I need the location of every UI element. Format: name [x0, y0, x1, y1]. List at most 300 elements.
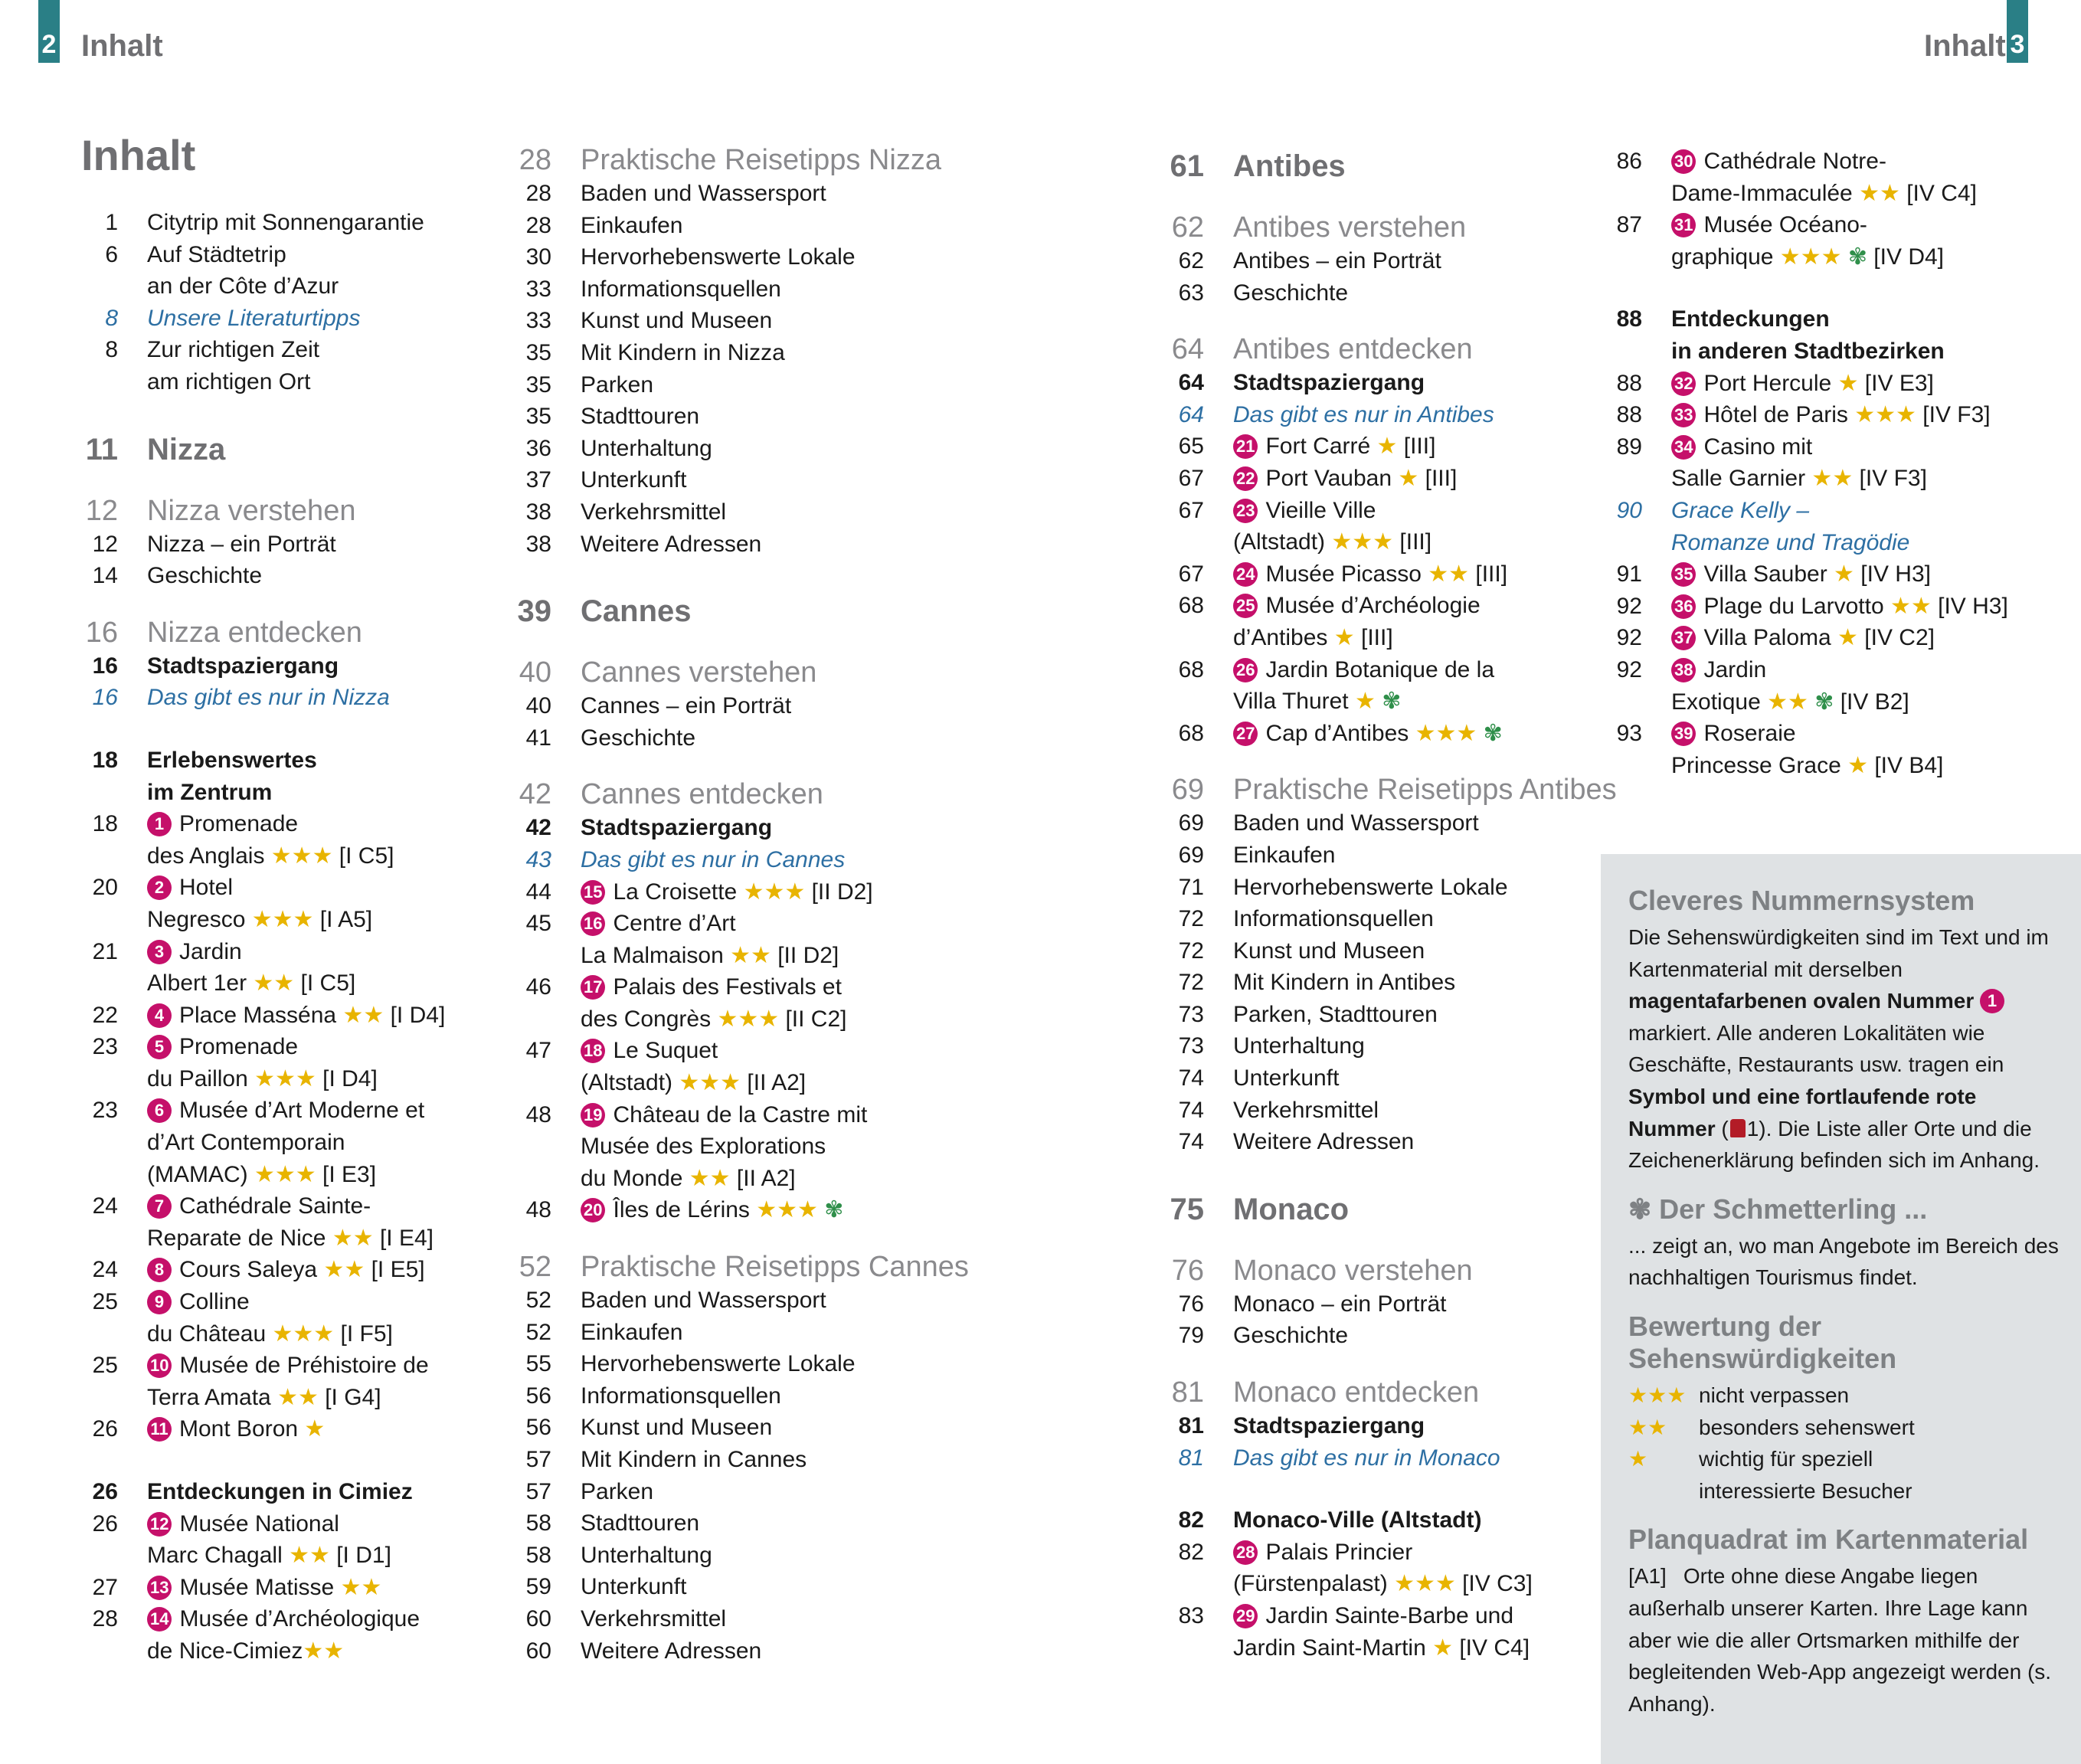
- page-number: 26: [92, 1479, 118, 1504]
- entry-text: [1671, 527, 2073, 559]
- toc-entry: [1164, 999, 1593, 1031]
- entry-title: Einkaufen: [581, 212, 683, 238]
- entry-text: [1233, 495, 1593, 527]
- page-number: [81, 1159, 147, 1191]
- entry-text: [1233, 146, 1593, 187]
- entry-title: Mont Boron: [179, 1416, 305, 1442]
- entry-text: [147, 1476, 449, 1508]
- chapter-heading: [515, 591, 913, 632]
- rating-stars: ★★: [1628, 1415, 1667, 1439]
- page-number: 89: [1616, 434, 1642, 460]
- section-heading: [1164, 332, 1593, 367]
- entry-text: [581, 1348, 913, 1380]
- map-grid-ref: [I F5]: [334, 1321, 393, 1347]
- entry-title: Erlebenswertes: [147, 747, 317, 773]
- rating-stars: ★★★: [251, 906, 314, 932]
- entry-title: des Anglais: [147, 843, 271, 869]
- toc-column-3: [1164, 146, 1617, 1664]
- page-number: 57: [525, 1478, 551, 1504]
- entry-text: [581, 1540, 913, 1572]
- map-grid-ref: [IV D4]: [1867, 244, 1945, 270]
- feature-entry: [1164, 1442, 1593, 1474]
- entry-title: Cannes entdecken: [581, 778, 823, 811]
- left-page-number: 2: [41, 30, 57, 59]
- section-heading: [81, 493, 449, 529]
- page-number: 81: [1171, 1376, 1204, 1409]
- butterfly-icon: ✾: [1375, 689, 1402, 715]
- info-numbering-text: [1628, 921, 2063, 1177]
- entry-text: [147, 615, 449, 650]
- entry-text: [1233, 935, 1593, 967]
- toc-entry: [515, 1067, 913, 1099]
- page-number: 63: [1178, 280, 1204, 306]
- toc-entry: [1164, 935, 1593, 967]
- entry-text: [581, 1317, 913, 1349]
- entry-title: Das gibt es nur in Nizza: [147, 685, 390, 711]
- entry-text: [147, 303, 449, 335]
- entry-title: des Congrès: [581, 1006, 718, 1032]
- entry-title: Jardin: [179, 938, 242, 964]
- entry-title: Stadtspaziergang: [147, 653, 339, 679]
- sight-number-badge: 20: [581, 1198, 605, 1222]
- red-shop-icon: [1730, 1119, 1746, 1137]
- entry-title: Hervorhebenswerte Lokale: [581, 1351, 856, 1377]
- toc-entry: [1164, 590, 1593, 622]
- entry-title: (MAMAC): [147, 1161, 254, 1187]
- rating-stars: ★★: [332, 1225, 374, 1251]
- right-header-title: Inhalt: [1924, 29, 2006, 63]
- toc-entry: [81, 1382, 449, 1414]
- page-number: [515, 1003, 581, 1036]
- page-number: 60: [525, 1638, 551, 1664]
- entry-text: [1233, 1253, 1593, 1288]
- entry-text: [581, 1194, 913, 1226]
- entry-text: [1233, 1537, 1593, 1569]
- map-grid-ref: [IV C4]: [1453, 1635, 1530, 1661]
- entry-title: Palais des Festivals et: [613, 974, 842, 1000]
- entry-text: [1233, 807, 1593, 839]
- entry-title: Nizza verstehen: [147, 494, 356, 527]
- toc-entry: [515, 464, 913, 496]
- entry-text: [147, 1095, 449, 1127]
- entry-title: Geschichte: [1233, 1323, 1349, 1349]
- entry-title: Marc Chagall: [147, 1543, 290, 1569]
- entry-text: [1233, 654, 1593, 686]
- entry-text: [581, 305, 913, 337]
- entry-title: du Monde: [581, 1165, 689, 1191]
- toc-entry: [515, 1285, 913, 1317]
- toc-entry: [81, 1508, 449, 1540]
- entry-text: [1233, 1632, 1593, 1664]
- page-number: 25: [92, 1289, 118, 1315]
- entry-title: Mit Kindern in Cannes: [581, 1447, 807, 1472]
- page-number: 35: [525, 339, 551, 365]
- rating-stars: ★★★: [1394, 1571, 1456, 1597]
- toc-entry: [81, 1572, 449, 1604]
- toc-entry: [515, 1348, 913, 1380]
- toc-entry: [81, 1127, 449, 1159]
- entry-text: [1671, 368, 2073, 400]
- entry-text: [147, 1222, 449, 1255]
- rating-legend: [1628, 1379, 2063, 1507]
- toc-entry: [515, 305, 913, 337]
- entry-text: [581, 1412, 913, 1444]
- entry-title: Musée National: [179, 1510, 339, 1537]
- page-number: 86: [1616, 149, 1642, 174]
- entry-title: Unsere Literaturtipps: [147, 305, 361, 331]
- toc-entry: [81, 840, 449, 872]
- entry-text: [147, 366, 449, 398]
- entry-text: [1233, 367, 1593, 399]
- entry-text: [581, 591, 913, 632]
- entry-text: [1671, 463, 2073, 495]
- entry-title: Princesse Grace: [1671, 752, 1848, 778]
- entry-title: Informationsquellen: [581, 1383, 781, 1409]
- entry-title: Monaco: [1233, 1192, 1350, 1226]
- entry-text: [581, 940, 913, 972]
- entry-title: Geschichte: [147, 563, 263, 589]
- entry-text: [1233, 1504, 1593, 1537]
- map-grid-ref: [I D4]: [316, 1065, 378, 1091]
- entry-title: Parken: [581, 371, 654, 398]
- page-number: [1164, 1632, 1233, 1664]
- toc-entry: [1164, 495, 1593, 527]
- left-header-title: Inhalt: [81, 29, 163, 63]
- toc-entry: [81, 1318, 449, 1350]
- page-number: 91: [1616, 561, 1642, 587]
- page-number: [1605, 241, 1671, 273]
- rating-stars: ★★★: [743, 879, 806, 905]
- entry-title: Cathédrale Notre-: [1703, 149, 1886, 174]
- entry-title: Stadttouren: [581, 404, 700, 430]
- entry-title: Reparate de Nice: [147, 1225, 332, 1251]
- toc-entry: [1605, 303, 2073, 335]
- sight-number-badge: 3: [147, 940, 172, 964]
- page-number: [1164, 686, 1233, 718]
- entry-text: [1233, 1030, 1593, 1062]
- page-number: 48: [525, 1197, 551, 1223]
- entry-text: [581, 241, 913, 273]
- info-text-part: markiert. Alle anderen Lokalitäten wie Geschäfte, Restaurants usw. tragen ein: [1628, 1020, 2004, 1077]
- feature-entry: [1164, 399, 1593, 431]
- toc-entry: [515, 210, 913, 242]
- page-number: [1605, 527, 1671, 559]
- entry-text: [147, 1159, 449, 1191]
- toc-entry: [81, 239, 449, 271]
- entry-title: Unterkunft: [581, 467, 687, 493]
- toc-entry: [515, 1317, 913, 1349]
- rating-legend-row: [1628, 1475, 2063, 1507]
- entry-title: Jardin Botanique de la: [1265, 656, 1495, 682]
- entry-text: [147, 429, 449, 470]
- entry-text: [147, 936, 449, 968]
- toc-entry: [515, 908, 913, 940]
- page-number: 88: [1616, 402, 1642, 428]
- entry-text: [581, 1603, 913, 1635]
- feature-entry: [515, 844, 913, 876]
- sight-number-badge: 36: [1671, 594, 1696, 619]
- page-number: 30: [525, 244, 551, 270]
- rating-stars: ★: [1376, 434, 1398, 460]
- toc-entry: [515, 1131, 913, 1163]
- entry-title: Das gibt es nur in Cannes: [581, 846, 846, 872]
- info-text-bold: Symbol und eine fortlaufende rote Nummer: [1628, 1084, 1977, 1141]
- toc-entry: [81, 1063, 449, 1095]
- toc-entry: [1164, 1320, 1593, 1352]
- entry-title: Cap d’Antibes: [1265, 720, 1415, 746]
- toc-entry: [1605, 686, 2073, 718]
- page-number: 62: [1178, 248, 1204, 273]
- entry-text: [1233, 686, 1593, 718]
- entry-text: [1233, 430, 1593, 463]
- toc-entry: [81, 529, 449, 561]
- entry-text: [147, 560, 449, 592]
- entry-title: de Nice-Cimiez: [147, 1638, 303, 1664]
- entry-text: [147, 1350, 449, 1382]
- entry-text: [581, 777, 913, 812]
- page-number: 38: [525, 531, 551, 557]
- sight-number-badge: 34: [1671, 435, 1696, 460]
- page-number: 22: [92, 1002, 118, 1028]
- entry-text: [147, 1190, 449, 1222]
- rating-meaning: besonders sehenswert: [1699, 1415, 1915, 1439]
- entry-text: [581, 844, 913, 876]
- entry-title: Jardin: [1703, 656, 1767, 682]
- entry-text: [1671, 558, 2073, 591]
- map-grid-ref: [IV B2]: [1834, 689, 1909, 715]
- info-heading-grid: Planquadrat im Kartenmaterial: [1628, 1523, 2029, 1556]
- toc-entry: [515, 496, 913, 529]
- toc-entry: [81, 1286, 449, 1318]
- entry-text: [147, 207, 449, 239]
- page-number: [1605, 463, 1671, 495]
- toc-entry: [1164, 967, 1593, 999]
- page-number: 65: [1178, 434, 1204, 460]
- page-number: 88: [1616, 306, 1642, 332]
- entry-text: [1233, 903, 1593, 935]
- toc-entry: [1164, 1632, 1593, 1664]
- page-number: 28: [519, 144, 551, 176]
- page-number: 56: [525, 1415, 551, 1441]
- toc-entry: [1164, 1410, 1593, 1442]
- page-number: 16: [85, 616, 118, 649]
- entry-title: Zur richtigen Zeit: [147, 337, 320, 363]
- entry-text: [1233, 999, 1593, 1031]
- sight-number-badge: 8: [147, 1258, 172, 1282]
- info-heading-line: Sehenswürdigkeiten: [1628, 1342, 1897, 1374]
- page-number: [81, 967, 147, 1000]
- entry-title: La Croisette: [613, 879, 744, 905]
- entry-text: [1233, 772, 1617, 807]
- entry-title: Romanze und Tragödie: [1671, 529, 1910, 555]
- entry-text: [1671, 241, 2073, 273]
- sight-number-badge: 15: [581, 880, 605, 905]
- toc-entry: [81, 1190, 449, 1222]
- entry-text: [147, 904, 449, 936]
- toc-entry: [81, 1159, 449, 1191]
- entry-text: [1671, 146, 2073, 178]
- entry-text: [581, 496, 913, 529]
- info-text-part: Die Sehenswürdigkeiten sind im Text und im Kartenmaterial mit derselben: [1628, 925, 2049, 981]
- rating-stars: ★★★: [717, 1006, 780, 1032]
- entry-text: [1671, 178, 2073, 210]
- entry-title: Terra Amata: [147, 1384, 278, 1410]
- toc-entry: [81, 777, 449, 809]
- entry-title: Monaco – ein Porträt: [1233, 1291, 1447, 1317]
- entry-title: Negresco: [147, 906, 252, 932]
- page-number: 87: [1616, 212, 1642, 238]
- entry-text: [1233, 622, 1593, 654]
- sight-number-badge: 29: [1233, 1604, 1258, 1628]
- entry-text: [147, 239, 449, 271]
- toc-entry: [1164, 526, 1593, 558]
- entry-text: [1233, 277, 1593, 309]
- entry-title: Cours Saleya: [179, 1257, 324, 1283]
- entry-text: [1671, 686, 2073, 718]
- entry-title: d’Art Contemporain: [147, 1130, 345, 1156]
- sight-number-badge: 16: [581, 911, 605, 936]
- page-number: 23: [92, 1098, 118, 1124]
- toc-entry: [515, 1163, 913, 1195]
- entry-title: Nizza: [147, 432, 226, 466]
- page-number: 56: [525, 1383, 551, 1409]
- entry-title: Baden und Wassersport: [1233, 810, 1479, 836]
- toc-entry: [515, 1635, 913, 1667]
- entry-title: Promenade: [179, 1034, 299, 1060]
- entry-text: [1233, 1375, 1593, 1410]
- entry-title: Nizza entdecken: [147, 616, 362, 649]
- entry-title: Kunst und Museen: [581, 308, 773, 334]
- toc-entry: [81, 1000, 449, 1032]
- map-grid-ref: [II A2]: [730, 1165, 796, 1191]
- entry-title: Unterkunft: [1233, 1065, 1340, 1091]
- toc-entry: [1605, 431, 2073, 463]
- entry-text: [147, 529, 449, 561]
- entry-text: [581, 337, 913, 369]
- toc-entry: [81, 334, 449, 366]
- info-heading-line: Bewertung der: [1628, 1310, 1822, 1342]
- page-number: 26: [92, 1416, 118, 1442]
- entry-title: Verkehrsmittel: [581, 499, 727, 525]
- page-number: 88: [1616, 370, 1642, 396]
- page-number: 20: [92, 875, 118, 901]
- toc-entry: [1164, 1600, 1593, 1632]
- toc-entry: [1605, 146, 2073, 178]
- page-number: 12: [85, 494, 118, 527]
- toc-entry: [515, 1412, 913, 1444]
- rating-stars: ★★★: [756, 1197, 818, 1223]
- page-number: 27: [92, 1574, 118, 1600]
- toc-entry: [1605, 718, 2073, 750]
- page-number: 67: [1178, 561, 1204, 587]
- toc-entry: [515, 401, 913, 433]
- section-heading: [1164, 210, 1593, 245]
- page-number: 45: [525, 911, 551, 937]
- entry-text: [147, 1318, 449, 1350]
- entry-text: [581, 464, 913, 496]
- map-grid-ref: [I E5]: [365, 1257, 425, 1283]
- toc-entry: [1164, 1126, 1593, 1158]
- page-number: 40: [525, 693, 551, 719]
- entry-text: [1233, 1095, 1593, 1127]
- toc-entry: [515, 722, 913, 754]
- entry-title: Jardin Sainte-Barbe und: [1265, 1603, 1514, 1628]
- toc-entry: [515, 1476, 913, 1508]
- entry-text: [581, 401, 913, 433]
- page-number: 90: [1616, 497, 1642, 523]
- toc-entry: [1164, 245, 1593, 277]
- toc-entry: [81, 560, 449, 592]
- entry-text: [581, 1163, 913, 1195]
- page-number: 16: [92, 653, 118, 679]
- toc-entry: [81, 1476, 449, 1508]
- entry-text: [1233, 1442, 1593, 1474]
- entry-text: [1671, 399, 2073, 431]
- page-number: 6: [105, 241, 118, 267]
- entry-text: [1671, 591, 2073, 623]
- page-number: 72: [1178, 906, 1204, 932]
- entry-text: [1233, 590, 1593, 622]
- page-number: 8: [105, 305, 118, 331]
- page-number: 59: [525, 1574, 551, 1600]
- entry-title: Monaco-Ville (Altstadt): [1233, 1507, 1482, 1533]
- sight-number-badge: 10: [147, 1353, 172, 1378]
- entry-text: [1671, 495, 2073, 527]
- toc-entry: [81, 1540, 449, 1572]
- sight-number-badge: 7: [147, 1194, 172, 1219]
- page-number: 76: [1171, 1254, 1204, 1287]
- entry-title: Musée de Préhistoire de: [179, 1353, 429, 1379]
- section-heading: [515, 142, 941, 178]
- entry-text: [581, 1249, 969, 1285]
- entry-text: [147, 682, 449, 714]
- map-grid-ref: [IV C4]: [1899, 180, 1977, 206]
- entry-text: [581, 1507, 913, 1540]
- toc-entry: [1164, 1030, 1593, 1062]
- page-number: [81, 777, 147, 809]
- section-heading: [515, 777, 913, 812]
- toc-entry: [1164, 1568, 1593, 1600]
- toc-entry: [515, 369, 913, 401]
- entry-title: du Château: [147, 1321, 273, 1347]
- page-number: 25: [92, 1353, 118, 1379]
- entry-text: [581, 1635, 913, 1667]
- page-number: [81, 270, 147, 303]
- entry-title: Antibes: [1233, 149, 1346, 183]
- page-number: 52: [525, 1319, 551, 1345]
- rating-stars: ★★: [1811, 466, 1854, 492]
- page-number: 42: [519, 778, 551, 811]
- page-number: 14: [92, 563, 118, 589]
- chapter-heading: [81, 429, 449, 470]
- info-text-part: (: [1715, 1116, 1729, 1141]
- rating-stars: ★: [1847, 752, 1868, 778]
- toc-entry: [515, 337, 913, 369]
- grid-example: [A1]: [1628, 1564, 1667, 1589]
- rating-stars: ★★: [1428, 561, 1470, 587]
- entry-text: [147, 1000, 449, 1032]
- entry-title: Musée des Explorations: [581, 1134, 826, 1160]
- toc-entry: [1164, 463, 1593, 495]
- page-number: 74: [1178, 1065, 1204, 1091]
- entry-title: Mit Kindern in Antibes: [1233, 970, 1456, 996]
- rating-stars: ★: [1628, 1447, 1648, 1471]
- rating-stars: ★: [1837, 370, 1859, 396]
- rating-stars: ★★: [253, 970, 295, 997]
- rating-stars: ★★: [303, 1638, 345, 1664]
- toc-entry: [515, 1540, 913, 1572]
- entry-title: Hervorhebenswerte Lokale: [1233, 874, 1508, 900]
